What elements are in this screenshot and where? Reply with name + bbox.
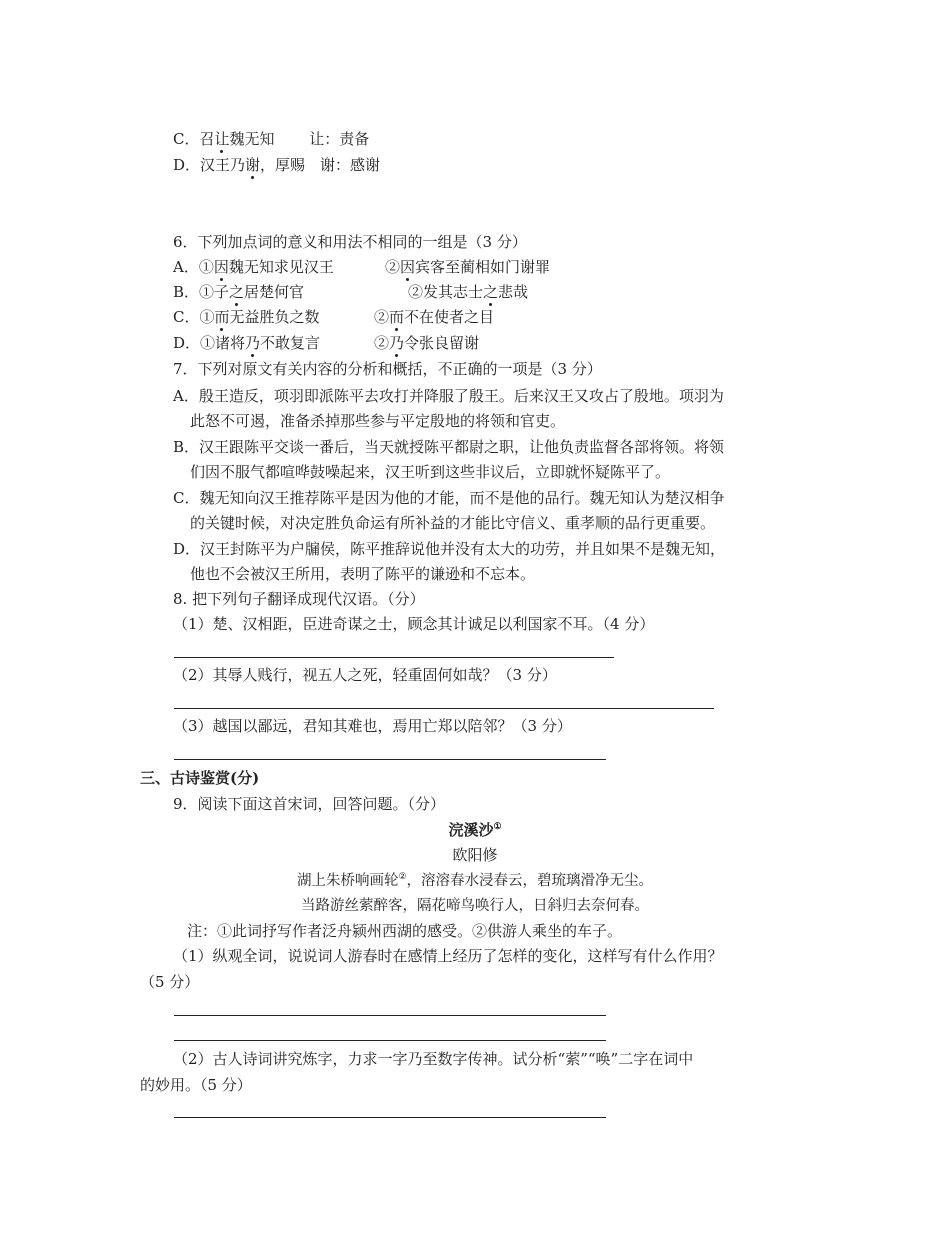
dotted-word: 乃	[245, 334, 261, 352]
q8-sentence-1: （1）楚、汉相距，臣进奇谋之士，顾念其计诚足以利国家不耳。（4 分）	[173, 615, 655, 633]
q5-d-pre: D．汉王乃	[173, 156, 246, 174]
q5-c-pre: C．召	[173, 130, 215, 148]
poem-line-1	[0, 871, 950, 891]
q9-stem: 9．阅读下面这首宋词，回答问题。（分）	[173, 795, 446, 813]
q6-b1-post: 居楚何官	[244, 283, 305, 301]
q6-c2-pre: ②	[374, 308, 390, 326]
q6-a2-pre: ②	[385, 258, 401, 276]
poem-author: 欧阳修	[452, 846, 498, 864]
q7-stem: 7．下列对原文有关内容的分析和概括，不正确的一项是（3 分）	[173, 360, 602, 378]
q6-option-b1	[173, 282, 304, 302]
dotted-word: 之	[229, 283, 245, 301]
q6-option-c2	[374, 307, 494, 327]
dotted-word: 谢	[245, 156, 261, 174]
answer-line[interactable]	[174, 1015, 606, 1016]
q6-c1-post: 无益胜负之数	[229, 308, 320, 326]
q6-b2-post: 悲哉	[498, 283, 529, 301]
q6-a1-post: 魏无知求见汉王	[228, 258, 334, 276]
poem-line-1-footnote-mark: ②	[398, 872, 407, 883]
q6-d1-post: 不敢复言	[260, 334, 321, 352]
q7-option-d-line2: 他也不会被汉王所用，表明了陈平的谦逊和不忘本。	[190, 565, 536, 583]
dotted-word: 因	[213, 258, 229, 276]
q5-option-d	[173, 155, 380, 175]
answer-line[interactable]	[174, 657, 614, 658]
poem-line-1-pre: 湖上朱桥响画轮	[296, 873, 399, 889]
poem-note: 注：①此词抒写作者泛舟颍州西湖的感受。②供游人乘坐的车子。	[187, 922, 623, 940]
q8-sentence-2: （2）其辱人贱行，视五人之死，轻重固何如哉？（3 分）	[173, 666, 557, 684]
q6-b2-pre: ②发其志士	[408, 283, 484, 301]
q8-sentence-3: （3）越国以鄙远，君知其难也，焉用亡郑以陪邻？（3 分）	[173, 717, 572, 735]
q6-stem: 6．下列加点词的意义和用法不相同的一组是（3 分）	[173, 233, 527, 251]
q9-sub2-line2: 的妙用。（5 分）	[140, 1076, 252, 1094]
poem-title-text: 浣溪沙	[448, 821, 494, 839]
q9-sub2-line1: （2）古人诗词讲究炼字，力求一字乃至数字传神。试分析“萦”“唤”二字在词中	[173, 1050, 694, 1068]
dotted-word: 而	[389, 308, 405, 326]
q7-option-a-line1: A．殷王造反，项羽即派陈平去攻打并降服了殷王。后来汉王又攻占了殷地。项羽为	[173, 387, 724, 405]
dotted-word: 之	[483, 283, 499, 301]
q6-c2-post: 不在使者之目	[404, 308, 495, 326]
q9-sub1-line1: （1）纵观全词，说说词人游春时在感情上经历了怎样的变化，这样写有什么作用？	[173, 947, 723, 965]
q5-c-post: 魏无知 让：责备	[229, 130, 370, 148]
poem-title	[0, 820, 950, 840]
q7-option-c-line2: 的关键时候，对决定胜负命运有所补益的才能比守信义、重孝顺的品行更重要。	[190, 514, 716, 532]
q6-d2-pre: ②	[374, 334, 390, 352]
dotted-word: 而	[214, 308, 230, 326]
poem-line-2: 当路游丝萦醉客，隔花啼鸟唤行人，日斜归去奈何春。	[301, 898, 649, 914]
q9-sub1-line2: （5 分）	[140, 973, 200, 991]
q6-d1-pre: D．①诸将	[173, 334, 246, 352]
q6-c1-pre: C．①	[173, 308, 215, 326]
dotted-word: 乃	[389, 334, 405, 352]
answer-line[interactable]	[174, 1040, 606, 1041]
q7-option-a-line2: 此怒不可遏，准备杀掉那些参与平定殷地的将领和官吏。	[190, 412, 566, 430]
q6-option-c1	[173, 307, 320, 327]
poem-title-footnote-mark: ①	[493, 822, 502, 832]
q7-option-c-line1: C．魏无知向汉王推荐陈平是因为他的才能，而不是他的品行。魏无知认为楚汉相争	[173, 489, 725, 507]
q7-option-d-line1: D．汉王封陈平为户牖侯，陈平推辞说他并没有太大的功劳，并且如果不是魏无知，	[173, 540, 726, 558]
poem-line-1-post: ，溶溶春水浸春云，碧琉璃滑净无尘。	[406, 873, 654, 889]
q6-option-d1	[173, 333, 320, 353]
answer-line[interactable]	[174, 708, 714, 709]
q6-option-d2	[374, 333, 479, 353]
answer-line[interactable]	[174, 759, 606, 760]
dotted-word: 让	[214, 130, 230, 148]
q7-option-b-line2: 们因不服气都喧哗鼓噪起来，汉王听到这些非议后，立即就怀疑陈平了。	[190, 463, 671, 481]
q6-b1-pre: B．①子	[173, 283, 230, 301]
q6-a2-post: 宾客至蔺相如门谢罪	[415, 258, 551, 276]
section-3-title: 三、古诗鉴赏(分)	[140, 769, 260, 787]
q6-d2-post: 令张良留谢	[404, 334, 480, 352]
dotted-word: 因	[400, 258, 416, 276]
q6-option-a1	[173, 257, 334, 277]
q6-option-a2	[385, 257, 550, 277]
q7-option-b-line1: B．汉王跟陈平交谈一番后，当天就授陈平都尉之职，让他负责监督各部将领。将领	[173, 438, 725, 456]
q5-d-post: ，厚赐 谢：感谢	[260, 156, 381, 174]
q5-option-c	[173, 129, 369, 149]
q6-option-b2	[408, 282, 528, 302]
q6-a1-pre: A．①	[173, 258, 214, 276]
q8-stem: 8. 把下列句子翻译成现代汉语。（分）	[173, 590, 425, 608]
answer-line[interactable]	[174, 1117, 606, 1118]
